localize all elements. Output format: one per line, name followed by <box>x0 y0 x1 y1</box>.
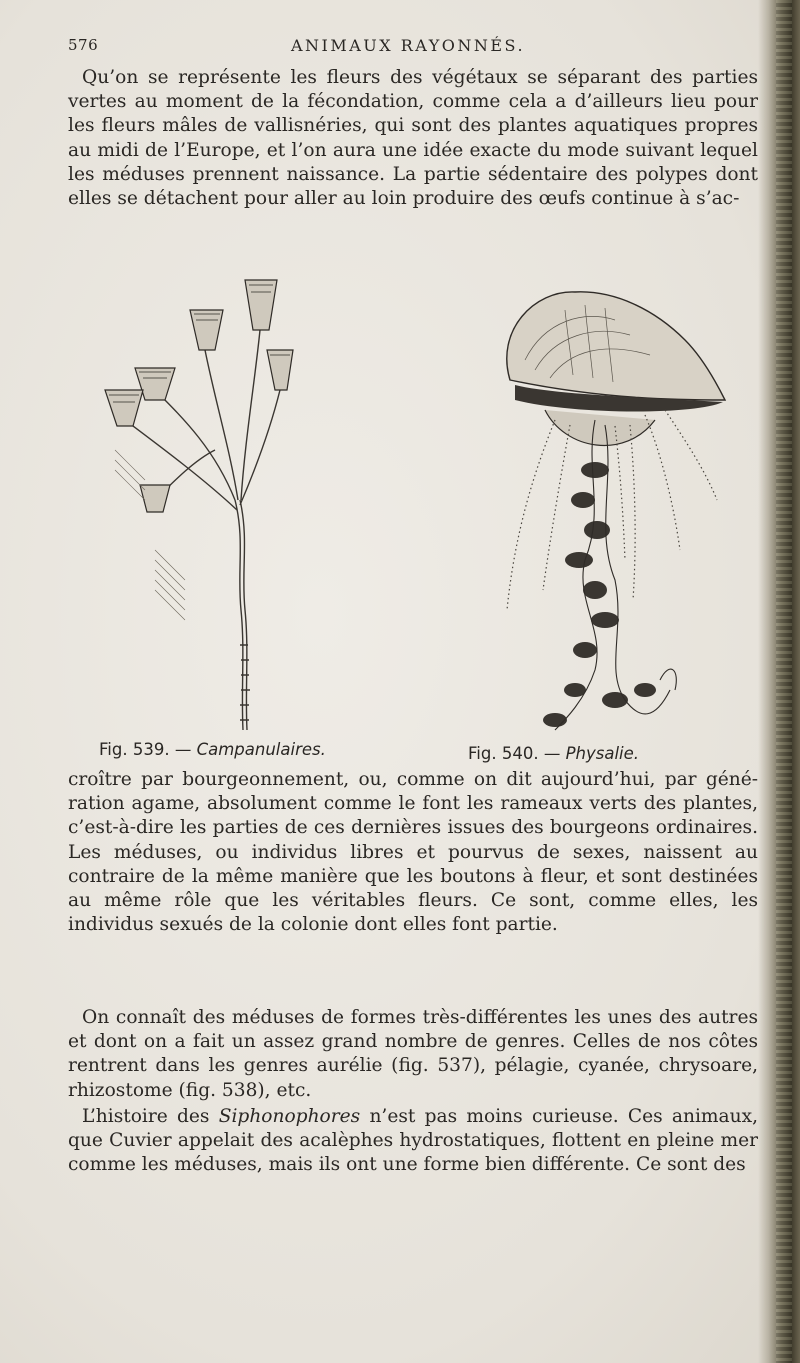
page-header <box>68 36 748 60</box>
figure-539-name: Campanulaires. <box>196 740 326 759</box>
figure-540-name: Physalie. <box>565 744 640 763</box>
figure-539-label: Fig. 539. — <box>99 740 192 759</box>
page-number: 576 <box>68 36 99 54</box>
figure-540-caption <box>468 744 639 763</box>
campanulaires-illustration <box>95 250 295 740</box>
paragraph-3: On connaît des méduses de formes très-différentes les unes des autres et dont on a fait un assez grand nombre de genres. Celles de nos côtes rentrent dans les genres aurélie (fig. 537), pélagie, cyanée, chrysoare, rhizostome (fig. 538), etc. <box>68 1007 758 1101</box>
paragraph-1: Qu’on se représente les fleurs des végétaux se séparant des parties vertes au moment de la fécondation, comme cela a d’ailleurs lieu pour les fleurs mâles de vallisnéries, qui sont des plantes aquatiques propres au midi de l’Europe, et l’on aura une idée exacte du mode suivant lequel les méduses prennent naissance. La partie sédentaire des polypes dont elles se détachent pour aller au loin produire des œufs continue à s’ac- <box>68 67 758 210</box>
figure-540-label: Fig. 540. — <box>468 744 561 763</box>
paragraph-2: croître par bourgeonnement, ou, comme on dit aujourd’hui, par géné-ration agame, absolument comme le font les rameaux verts des plantes, c’est-à-dire les parties de ces dernières issues des bourgeons ordinaires. Les méduses, ou individus libres et pourvus de sexes, naissent au contraire de la même manière que les boutons à fleur, et sont destinées au même rôle que les véritables fleurs. Ce sont, comme elles, les individus sexués de la colonie dont elles font partie. <box>68 769 758 936</box>
paragraph-4-start: L’histoire des <box>82 1106 219 1127</box>
siphonophores-term: Siphonophores <box>218 1106 361 1127</box>
figure-539-caption <box>99 740 326 759</box>
paragraph-4-rest: n’est pas moins curieuse. Ces animaux, que Cuvier appelait des acalèphes hydrostatiques, flottent en pleine mer comme les méduses, mais ils ont une forme bien différente. Ce sont des <box>68 1106 758 1176</box>
running-head: ANIMAUX RAYONNÉS. <box>290 36 526 55</box>
spine-texture <box>776 0 792 1363</box>
paragraph-4 <box>68 1105 758 1178</box>
physalie-illustration <box>455 250 750 750</box>
